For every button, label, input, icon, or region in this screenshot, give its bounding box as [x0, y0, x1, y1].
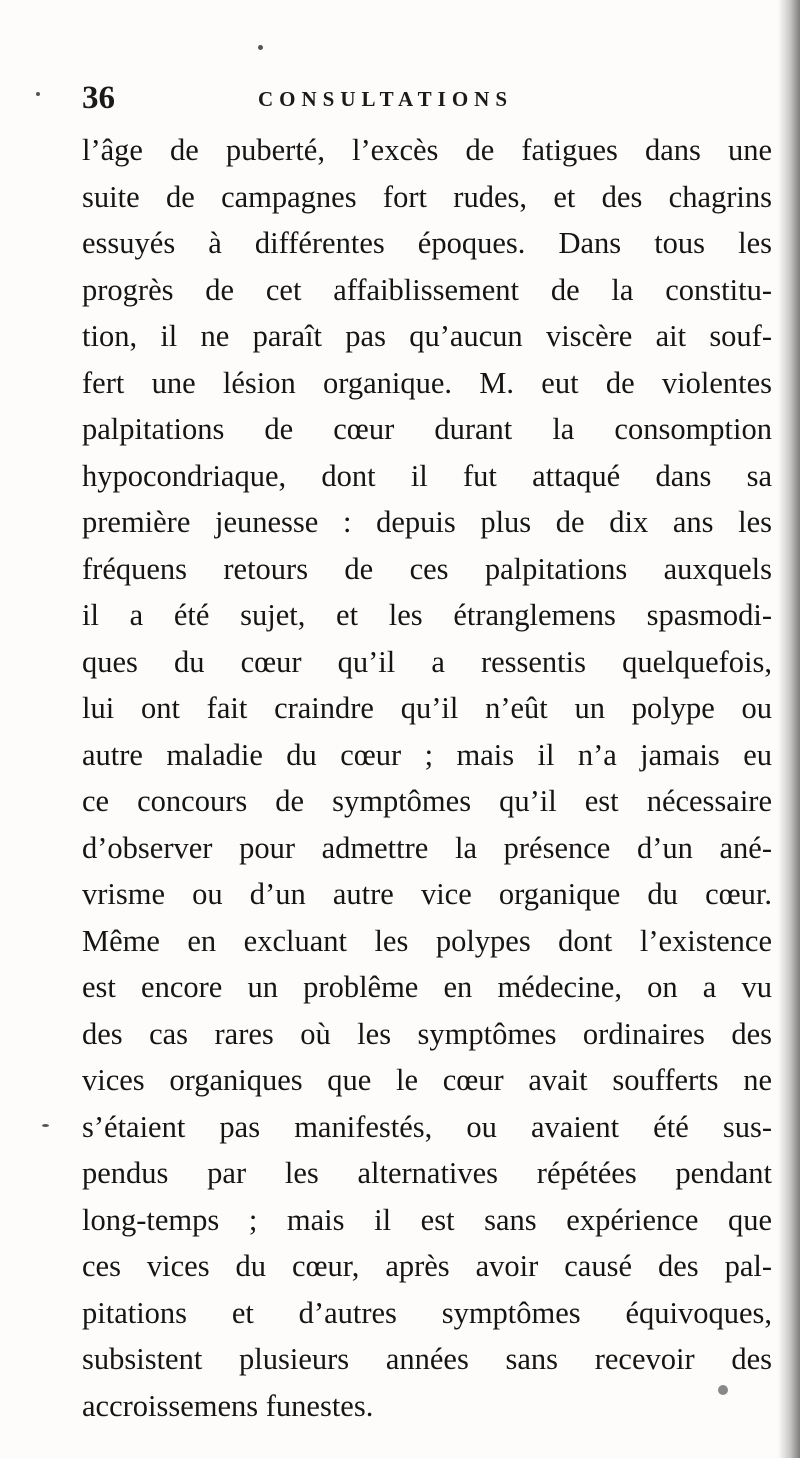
- text-line: pitations et d’autres symptômes équivoques,: [82, 1295, 772, 1330]
- text-line: il a été sujet, et les étranglemens spasmodi-: [82, 598, 772, 632]
- text-line: vices organiques que le cœur avait soufferts ne: [82, 1063, 772, 1097]
- text-line: des cas rares où les symptômes ordinaires des: [82, 1016, 772, 1051]
- text-line: progrès de cet affaiblissement de la constitu-: [82, 272, 772, 307]
- text-line: palpitations de cœur durant la consomption: [82, 412, 772, 446]
- text-line: s’étaient pas manifestés, ou avaient été sus-: [82, 1109, 772, 1144]
- text-line: vrisme ou d’un autre vice organique du cœur.: [82, 877, 772, 911]
- text-line: pendus par les alternatives répétées pendant: [82, 1156, 772, 1190]
- ink-speck: [36, 92, 40, 96]
- text-line: Même en excluant les polypes dont l’existence: [82, 923, 772, 958]
- running-head: CONSULTATIONS: [258, 87, 514, 111]
- text-line: l’âge de puberté, l’excès de fatigues dans une: [82, 133, 772, 167]
- text-line: suite de campagnes fort rudes, et des chagrins: [82, 179, 772, 214]
- text-line: essuyés à différentes époques. Dans tous les: [82, 226, 772, 260]
- text-line: lui ont fait craindre qu’il n’eût un polype ou: [82, 691, 772, 725]
- text-line: d’observer pour admettre la présence d’un ané-: [82, 830, 772, 865]
- text-line: tion, il ne paraît pas qu’aucun viscère ait souf-: [82, 319, 772, 353]
- text-line: ce concours de symptômes qu’il est nécessaire: [82, 784, 772, 818]
- text-line: hypocondriaque, dont il fut attaqué dans sa: [82, 458, 772, 493]
- text-line: subsistent plusieurs années sans recevoir des: [82, 1342, 772, 1376]
- text-line: accroissemens funestes.: [82, 1388, 374, 1423]
- text-line: est encore un problême en médecine, on a vu: [82, 970, 772, 1004]
- page-number: 36: [82, 80, 115, 116]
- text-line: ques du cœur qu’il a ressentis quelquefois,: [82, 644, 772, 679]
- text-line: première jeunesse : depuis plus de dix ans les: [82, 505, 772, 539]
- page-header: [82, 78, 762, 118]
- text-line: long-temps ; mais il est sans expérience que: [82, 1202, 772, 1237]
- text-line: fert une lésion organique. M. eut de violentes: [82, 365, 772, 400]
- ink-speck: [258, 45, 263, 50]
- text-line: fréquens retours de ces palpitations auxquels: [82, 551, 772, 586]
- body-text: [82, 127, 772, 1429]
- ink-speck: [42, 1124, 49, 1127]
- text-line: ces vices du cœur, après avoir causé des pal-: [82, 1249, 772, 1283]
- page-edge-shadow: [778, 0, 800, 1458]
- ink-speck: [718, 1385, 728, 1395]
- text-line: autre maladie du cœur ; mais il n’a jamais eu: [82, 737, 772, 772]
